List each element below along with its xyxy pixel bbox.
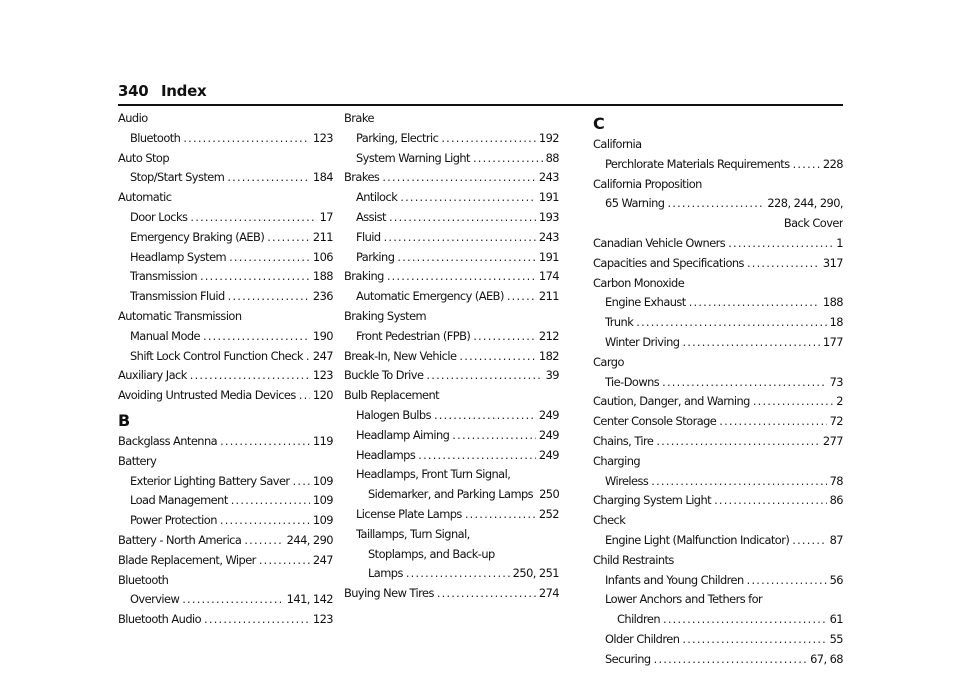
- index-term: Bulb Replacement: [344, 388, 440, 403]
- index-term: Automatic: [118, 190, 172, 205]
- index-term: Overview: [130, 592, 180, 607]
- index-entry: [118, 347, 333, 367]
- dot-leader: [714, 491, 827, 511]
- index-entry: [593, 194, 843, 214]
- dot-leader: [229, 248, 310, 268]
- index-term: Front Pedestrian (FPB): [356, 328, 471, 343]
- index-term: Parking, Electric: [356, 130, 439, 145]
- index-entry: [118, 287, 333, 307]
- dot-leader: [299, 386, 310, 406]
- index-page-ref: 212: [538, 328, 559, 343]
- index-term: Carbon Monoxide: [593, 275, 685, 290]
- index-term: Break-In, New Vehicle: [344, 348, 457, 363]
- index-term: Center Console Storage: [593, 414, 717, 429]
- index-page-ref: 228: [822, 156, 843, 171]
- index-entry: [593, 630, 843, 650]
- dot-leader: [228, 287, 310, 307]
- index-page-ref: 123: [312, 612, 333, 627]
- dot-leader: [682, 630, 826, 650]
- page-title: Index: [161, 82, 207, 100]
- page-number: 340: [118, 82, 149, 100]
- index-page-ref: 188: [312, 269, 333, 284]
- index-term: Stop/Start System: [130, 170, 225, 185]
- index-page-ref: 56: [829, 572, 843, 587]
- index-term: Perchlorate Materials Requirements: [605, 156, 790, 171]
- index-entry: [118, 452, 333, 472]
- dot-leader: [227, 168, 310, 188]
- index-page-ref: 211: [538, 289, 559, 304]
- index-term: Braking System: [344, 308, 427, 323]
- index-term: Buying New Tires: [344, 586, 434, 601]
- index-entry: [344, 149, 559, 169]
- dot-leader: [220, 511, 310, 531]
- index-entry: [593, 432, 843, 452]
- index-entry: [118, 208, 333, 228]
- index-term: Bluetooth: [130, 130, 181, 145]
- index-entry: [118, 571, 333, 591]
- index-term: Lower Anchors and Tethers for: [605, 592, 763, 607]
- dot-leader: [220, 432, 310, 452]
- index-entry: [593, 650, 843, 670]
- index-page-ref: 109: [312, 493, 333, 508]
- dot-leader: [656, 432, 820, 452]
- index-term: Parking: [356, 249, 395, 264]
- index-page-ref: 191: [538, 190, 559, 205]
- index-term: Antilock: [356, 190, 398, 205]
- index-page-ref: 177: [822, 334, 843, 349]
- index-term: Assist: [356, 209, 386, 224]
- dot-leader: [689, 293, 820, 313]
- index-entry: [344, 129, 559, 149]
- index-page-ref: 182: [538, 348, 559, 363]
- index-entry: [344, 545, 559, 565]
- dot-leader: [507, 287, 536, 307]
- section-letter: B: [118, 410, 131, 430]
- index-entry: [344, 347, 559, 367]
- index-page-ref: 67, 68: [810, 651, 843, 666]
- index-term: Charging: [593, 453, 641, 468]
- index-term: Brakes: [344, 170, 380, 185]
- index-entry: [593, 571, 843, 591]
- dot-leader: [452, 426, 536, 446]
- index-entry: [593, 610, 843, 630]
- index-entry: [118, 267, 333, 287]
- index-term: Transmission: [130, 269, 197, 284]
- index-entry: [344, 327, 559, 347]
- index-entry: [118, 228, 333, 248]
- index-page-ref: 1: [836, 235, 843, 250]
- dot-leader: [190, 366, 310, 386]
- index-term: Exterior Lighting Battery Saver: [130, 473, 290, 488]
- index-entry: [344, 505, 559, 525]
- index-entry: [118, 327, 333, 347]
- index-entry: [593, 590, 843, 610]
- dot-leader: [792, 531, 826, 551]
- dot-leader: [267, 228, 310, 248]
- index-term: Automatic Transmission: [118, 308, 242, 323]
- index-term: Engine Light (Malfunction Indicator): [605, 532, 790, 547]
- index-entry: [344, 446, 559, 466]
- index-entry: [344, 426, 559, 446]
- index-entry: [344, 188, 559, 208]
- index-entry: [593, 293, 843, 313]
- dot-leader: [654, 650, 807, 670]
- index-page-ref: 17: [319, 209, 333, 224]
- dot-leader: [747, 254, 820, 274]
- dot-leader: [465, 505, 536, 525]
- index-page-ref: 249: [538, 427, 559, 442]
- dot-leader: [441, 129, 536, 149]
- index-term: Check: [593, 513, 626, 528]
- index-term: Child Restraints: [593, 552, 674, 567]
- dot-leader: [382, 168, 536, 188]
- index-term: Taillamps, Turn Signal,: [356, 526, 470, 541]
- dot-leader: [384, 228, 536, 248]
- index-page-ref: 247: [312, 552, 333, 567]
- dot-leader: [636, 313, 826, 333]
- dot-leader: [183, 129, 310, 149]
- dot-leader: [459, 347, 535, 367]
- index-entry: [344, 564, 559, 584]
- index-page-ref: 274: [538, 586, 559, 601]
- index-continuation: [593, 214, 843, 234]
- index-page-ref: 243: [538, 229, 559, 244]
- index-entry: [593, 531, 843, 551]
- dot-leader: [418, 446, 536, 466]
- index-page-ref: 191: [538, 249, 559, 264]
- dot-leader: [434, 406, 536, 426]
- dot-leader: [400, 188, 536, 208]
- index-term: Halogen Bulbs: [356, 407, 431, 422]
- index-page-ref: 73: [829, 374, 843, 389]
- index-entry: [118, 531, 333, 551]
- dot-leader: [204, 610, 310, 630]
- index-page-ref: 184: [312, 170, 333, 185]
- index-term: Children: [617, 612, 660, 627]
- index-term: Headlamps, Front Turn Signal,: [356, 467, 511, 482]
- index-entry: [118, 472, 333, 492]
- index-entry: [344, 386, 559, 406]
- index-entry: [118, 610, 333, 630]
- index-term: Power Protection: [130, 513, 217, 528]
- index-page-ref: 174: [538, 269, 559, 284]
- dot-leader: [203, 327, 310, 347]
- dot-leader: [397, 248, 536, 268]
- dot-leader: [182, 590, 283, 610]
- index-entry: [593, 155, 843, 175]
- dot-leader: [387, 267, 536, 287]
- index-term: Emergency Braking (AEB): [130, 229, 265, 244]
- index-term: Auxiliary Jack: [118, 368, 187, 383]
- index-entry: [593, 412, 843, 432]
- index-term: Older Children: [605, 631, 680, 646]
- dot-leader: [190, 208, 316, 228]
- index-term: Auto Stop: [118, 150, 170, 165]
- dot-leader: [406, 564, 510, 584]
- index-term: Securing: [605, 651, 651, 666]
- index-term: Bluetooth Audio: [118, 612, 202, 627]
- index-entry: [118, 491, 333, 511]
- index-page-ref: 106: [312, 249, 333, 264]
- index-term: Trunk: [605, 315, 634, 330]
- index-entry: [344, 109, 559, 129]
- index-page-ref: 39: [545, 368, 559, 383]
- page-header: [118, 82, 843, 106]
- dot-leader: [747, 571, 827, 591]
- index-entry: [344, 168, 559, 188]
- dot-leader: [293, 472, 310, 492]
- index-term: Brake: [344, 111, 374, 125]
- index-entry: [593, 234, 843, 254]
- index-entry: [593, 511, 843, 531]
- index-term: Sidemarker, and Parking Lamps: [368, 487, 534, 502]
- index-entry: [118, 590, 333, 610]
- index-entry: [118, 366, 333, 386]
- index-entry: [118, 188, 333, 208]
- index-term: Door Locks: [130, 209, 188, 224]
- index-term: Tie-Downs: [605, 374, 660, 389]
- index-entry: [593, 254, 843, 274]
- index-term: Load Management: [130, 493, 228, 508]
- index-page-ref: 190: [312, 328, 333, 343]
- index-entry: [118, 149, 333, 169]
- index-entry: [593, 452, 843, 472]
- index-page-ref: 72: [829, 414, 843, 429]
- index-page-ref: 86: [829, 493, 843, 508]
- index-term: Wireless: [605, 473, 649, 488]
- index-term: Headlamp Aiming: [356, 427, 450, 442]
- dot-leader: [682, 333, 819, 353]
- index-term: Engine Exhaust: [605, 295, 686, 310]
- index-page-ref: 123: [312, 368, 333, 383]
- index-entry: [344, 267, 559, 287]
- index-page-ref: 55: [829, 631, 843, 646]
- dot-leader: [200, 267, 310, 287]
- index-term: Headlamp System: [130, 249, 227, 264]
- index-term: Shift Lock Control Function Check: [130, 348, 303, 363]
- index-term: Capacities and Specifications: [593, 255, 744, 270]
- index-page-ref: 277: [822, 433, 843, 448]
- index-entry: [344, 366, 559, 386]
- index-page-ref: 78: [829, 473, 843, 488]
- index-page-ref: 2: [836, 394, 843, 409]
- index-term: System Warning Light: [356, 150, 470, 165]
- index-entry: [344, 525, 559, 545]
- index-term: Chains, Tire: [593, 433, 654, 448]
- index-page-ref: 193: [538, 209, 559, 224]
- index-column-2: [344, 109, 559, 604]
- index-term: Avoiding Untrusted Media Devices: [118, 388, 296, 403]
- dot-leader: [651, 472, 826, 492]
- index-entry: [118, 551, 333, 571]
- index-term: Blade Replacement, Wiper: [118, 552, 256, 567]
- index-page-ref: 236: [312, 289, 333, 304]
- index-term: Battery - North America: [118, 532, 242, 547]
- index-page-ref: 192: [538, 130, 559, 145]
- dot-leader: [719, 412, 826, 432]
- index-term: Headlamps: [356, 447, 416, 462]
- index-term: Battery: [118, 453, 157, 468]
- index-entry: [344, 208, 559, 228]
- index-term: Winter Driving: [605, 334, 680, 349]
- index-term: Audio: [118, 111, 148, 125]
- index-page-ref: 88: [545, 150, 559, 165]
- index-column-3: [593, 109, 843, 670]
- index-entry: [593, 392, 843, 412]
- index-entry: [593, 472, 843, 492]
- index-entry: [593, 313, 843, 333]
- dot-leader: [389, 208, 536, 228]
- index-page-ref: 243: [538, 170, 559, 185]
- index-entry: [344, 248, 559, 268]
- index-page-ref: 109: [312, 513, 333, 528]
- index-entry: [593, 175, 843, 195]
- dot-leader: [662, 373, 826, 393]
- dot-leader: [437, 584, 536, 604]
- index-page-ref: 250: [539, 487, 559, 502]
- index-page-ref: 87: [829, 532, 843, 547]
- index-entry: [344, 485, 559, 505]
- index-term: Caution, Danger, and Warning: [593, 394, 750, 409]
- index-page-ref: 244, 290: [286, 532, 333, 547]
- index-page-ref: 120: [312, 388, 333, 403]
- index-term: Manual Mode: [130, 328, 200, 343]
- index-entry: [118, 511, 333, 531]
- dot-leader: [231, 491, 310, 511]
- index-entry: [593, 353, 843, 373]
- index-page-ref: 247: [312, 348, 333, 363]
- index-term: Canadian Vehicle Owners: [593, 235, 726, 250]
- dot-leader: [244, 531, 283, 551]
- dot-leader: [473, 149, 543, 169]
- section-letter: C: [593, 114, 605, 133]
- index-page-ref: 18: [829, 315, 843, 330]
- index-entry: [118, 248, 333, 268]
- index-term: Stoplamps, and Back-up: [368, 546, 495, 561]
- index-page-ref: 119: [312, 433, 333, 448]
- index-entry: [344, 287, 559, 307]
- header-rule: [118, 104, 843, 106]
- index-entry: [118, 432, 333, 452]
- index-page-ref: 228, 244, 290,: [767, 196, 843, 211]
- index-entry: [118, 307, 333, 327]
- index-entry: [118, 168, 333, 188]
- dot-leader: [753, 392, 833, 412]
- index-page-ref: 250, 251: [512, 566, 559, 581]
- index-page-ref: 249: [538, 447, 559, 462]
- index-entry: [593, 274, 843, 294]
- index-page-ref: 109: [312, 473, 333, 488]
- index-term: Transmission Fluid: [130, 289, 225, 304]
- index-page-ref: 141, 142: [286, 592, 333, 607]
- index-term: California: [593, 137, 642, 151]
- index-page-ref: 249: [538, 407, 559, 422]
- index-entry: [118, 129, 333, 149]
- index-term: Lamps: [368, 566, 403, 581]
- index-term: California Proposition: [593, 176, 702, 191]
- index-entry: [344, 584, 559, 604]
- index-term: Fluid: [356, 229, 381, 244]
- index-term: 65 Warning: [605, 196, 665, 211]
- index-entry: [593, 333, 843, 353]
- index-entry: [118, 109, 333, 129]
- index-column-1: [118, 109, 333, 630]
- index-page-ref: 317: [822, 255, 843, 270]
- index-entry: [344, 406, 559, 426]
- dot-leader: [473, 327, 536, 347]
- dot-leader: [259, 551, 310, 571]
- index-term: Bluetooth: [118, 572, 169, 587]
- dot-leader: [663, 610, 827, 630]
- index-entry: [344, 465, 559, 485]
- index-term: Automatic Emergency (AEB): [356, 289, 504, 304]
- index-page-ref: 211: [312, 229, 333, 244]
- index-entry: [118, 386, 333, 406]
- index-term: Braking: [344, 269, 384, 284]
- index-page-ref: 188: [822, 295, 843, 310]
- index-term: License Plate Lamps: [356, 506, 462, 521]
- dot-leader: [667, 194, 764, 214]
- dot-leader: [728, 234, 833, 254]
- index-page-ref: Back Cover: [783, 216, 843, 231]
- index-entry: [344, 307, 559, 327]
- index-term: Charging System Light: [593, 493, 712, 508]
- index-entry: [593, 373, 843, 393]
- index-page-ref: 252: [538, 506, 559, 521]
- index-page-ref: 61: [829, 612, 843, 627]
- index-entry: [593, 491, 843, 511]
- index-term: Backglass Antenna: [118, 433, 218, 448]
- index-entry: [593, 551, 843, 571]
- index-term: Buckle To Drive: [344, 368, 424, 383]
- index-term: Infants and Young Children: [605, 572, 744, 587]
- dot-leader: [426, 366, 542, 386]
- index-page-ref: 123: [312, 130, 333, 145]
- index-term: Cargo: [593, 354, 624, 369]
- index-entry: [593, 135, 843, 155]
- index-entry: [344, 228, 559, 248]
- dot-leader: [793, 155, 820, 175]
